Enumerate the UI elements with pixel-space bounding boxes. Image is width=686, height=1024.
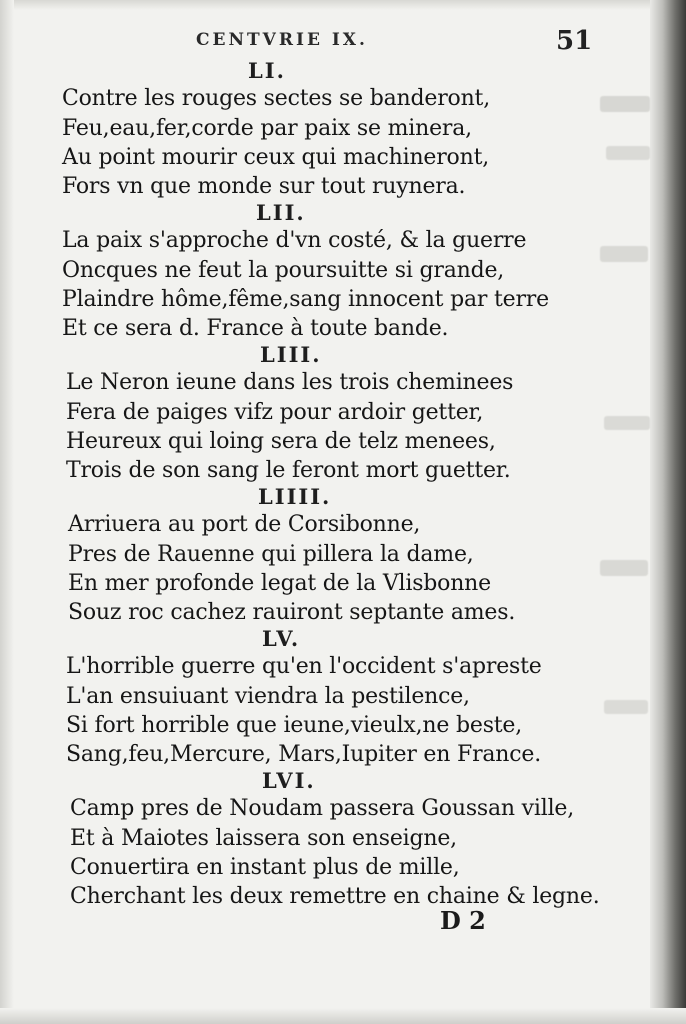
verse-line: Si fort horrible que ieune,vieulx,ne beste, [66, 713, 523, 738]
verse-line: Le Neron ieune dans les trois cheminees [66, 370, 514, 395]
page-bottom-shadow [0, 1008, 686, 1024]
verse-line: Feu,eau,fer,corde par paix se minera, [62, 116, 472, 141]
page-top-shadow [0, 0, 686, 10]
verse-line: Au point mourir ceux qui machineront, [62, 145, 490, 170]
bleed-through-smudge [600, 246, 648, 262]
verse-line: Plaindre hôme,fême,sang innocent par terre [62, 287, 549, 312]
verse-line: Souz roc cachez rauiront septante ames. [68, 600, 516, 625]
quatrain-number: LVI. [262, 768, 316, 793]
verse-line: Pres de Rauenne qui pillera la dame, [68, 542, 474, 567]
verse-line: Sang,feu,Mercure, Mars,Iupiter en France. [66, 742, 542, 767]
verse-line: Et à Maiotes laissera son enseigne, [70, 826, 457, 851]
quatrain-number: LII. [256, 200, 306, 225]
bleed-through-smudge [604, 416, 650, 430]
verse-line: Contre les rouges sectes se banderont, [62, 86, 490, 111]
quatrain-number: LIII. [260, 342, 322, 367]
page-left-shadow [0, 0, 14, 1024]
quatrain-number: LV. [262, 626, 301, 651]
verse-line: Trois de son sang le feront mort guetter. [66, 458, 511, 483]
verse-line: Fors vn que monde sur tout ruynera. [62, 174, 466, 199]
signature-mark: D 2 [440, 906, 486, 935]
verse-line: Arriuera au port de Corsibonne, [68, 512, 421, 537]
quatrain-number: LI. [248, 58, 286, 83]
verse-line: L'horrible guerre qu'en l'occident s'apreste [66, 654, 542, 679]
quatrain-number: LIIII. [258, 484, 332, 509]
bleed-through-smudge [600, 96, 650, 112]
verse-line: Conuertira en instant plus de mille, [70, 855, 460, 880]
verse-line: Et ce sera d. France à toute bande. [62, 316, 449, 341]
page-number: 51 [556, 26, 593, 56]
running-head: CENTVRIE IX. [196, 30, 368, 50]
bleed-through-smudge [600, 560, 648, 576]
verse-line: Camp pres de Noudam passera Goussan ville, [70, 796, 575, 821]
verse-line: En mer profonde legat de la Vlisbonne [68, 571, 491, 596]
verse-line: Heureux qui loing sera de telz menees, [66, 429, 496, 454]
bleed-through-smudge [606, 146, 650, 160]
verse-line: La paix s'approche d'vn costé, & la guerre [62, 228, 527, 253]
bleed-through-smudge [604, 700, 648, 714]
page-right-edge-shadow [650, 0, 686, 1024]
verse-line: Oncques ne feut la poursuitte si grande, [62, 258, 505, 283]
verse-line: L'an ensuiuant viendra la pestilence, [66, 684, 470, 709]
verse-line: Fera de paiges vifz pour ardoir getter, [66, 400, 484, 425]
verse-line: Cherchant les deux remettre en chaine & legne. [70, 884, 600, 909]
